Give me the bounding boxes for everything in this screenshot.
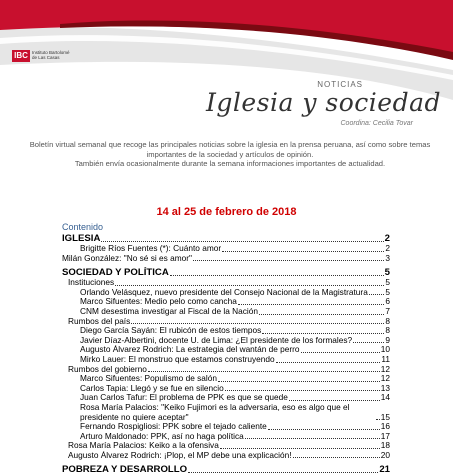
toc-page-number: 5 bbox=[385, 277, 390, 288]
toc-entry-title: Carlos Tapia: Llegó y se fue en silencio bbox=[80, 383, 224, 393]
banner-noticias-label: NOTICIAS bbox=[317, 80, 363, 89]
newsletter-title: Iglesia y sociedad bbox=[205, 88, 441, 117]
toc-page-number: 5 bbox=[385, 286, 390, 297]
toc-entry-title: Rosa María Palacios: Keiko a la ofensiva bbox=[68, 441, 219, 451]
toc-leader-dots bbox=[268, 429, 380, 430]
toc-page-number: 8 bbox=[385, 325, 390, 336]
toc-page-number: 21 bbox=[379, 464, 390, 475]
toc-page-number: 2 bbox=[385, 243, 390, 253]
toc-list bbox=[62, 233, 390, 475]
toc-entry-title: Arturo Maldonado: PPK, así no haga política bbox=[80, 431, 244, 441]
toc-entry-link[interactable] bbox=[62, 288, 390, 298]
logo-text: Instituto Bartolomé de Las Casas bbox=[32, 50, 70, 60]
toc-entry-title: Augusto Álvarez Rodrich: ¡Plop, el MP debe una explicación! bbox=[68, 450, 292, 460]
toc-page-number: 5 bbox=[384, 267, 390, 279]
toc-page-number: 11 bbox=[381, 353, 390, 364]
toc-entry-link[interactable] bbox=[62, 297, 390, 307]
toc-entry-title: Mirko Lauer: El monstruo que estamos construyendo bbox=[80, 354, 275, 364]
toc-entry-title: Rosa María Palacios: "Keiko Fujimori es la adversaria, eso es algo que el presidente no quiere aceptar" bbox=[80, 402, 350, 422]
toc-page-number: 15 bbox=[380, 411, 390, 422]
toc-entry-title: Milán González: "No sé si es amor" bbox=[62, 253, 192, 263]
toc-entry-link[interactable] bbox=[62, 451, 390, 461]
toc-entry-title: Orlando Velásquez, nuevo presidente del Consejo Nacional de la Magistratura bbox=[80, 287, 368, 297]
toc-entry-link[interactable] bbox=[62, 244, 390, 254]
toc-leader-dots bbox=[188, 472, 378, 473]
issue-date: 14 al 25 de febrero de 2018 bbox=[156, 206, 297, 218]
toc-entry-link[interactable] bbox=[62, 393, 390, 403]
toc-leader-dots bbox=[245, 438, 380, 439]
toc-leader-dots bbox=[115, 285, 384, 286]
toc-entry-link[interactable] bbox=[62, 355, 390, 365]
toc-section-link[interactable] bbox=[62, 464, 390, 475]
toc-entry-title: Rumbos del país bbox=[68, 316, 131, 326]
toc-entry-title: Marco Sifuentes: Medio pelo como cancha bbox=[80, 297, 237, 307]
toc-page-number: 10 bbox=[380, 344, 390, 355]
toc-page-number: 9 bbox=[385, 334, 390, 345]
toc-entry-title: Brigitte Ríos Fuentes (*): Cuánto amor bbox=[80, 244, 222, 253]
toc-section-link[interactable] bbox=[62, 267, 390, 278]
toc-entry-title: Diego García Sayán: El rubicón de estos tiempos bbox=[80, 326, 262, 336]
newsletter-coordinator: Coordina: Cecilia Tovar bbox=[340, 120, 413, 127]
toc-entry-link[interactable] bbox=[62, 441, 390, 451]
toc-leader-dots bbox=[148, 371, 380, 372]
toc-entry-link[interactable] bbox=[62, 278, 390, 288]
toc-page-number: 7 bbox=[385, 305, 390, 316]
toc-page-number: 13 bbox=[380, 382, 390, 393]
toc-entry-title: Marco Sifuentes: Populismo de salón bbox=[80, 374, 217, 384]
toc-entry-title: IGLESIA bbox=[62, 233, 101, 244]
toc-entry-link[interactable] bbox=[62, 336, 390, 346]
toc-leader-dots bbox=[131, 323, 384, 324]
description-line-2: También envía ocasionalmente durante la semana informaciones importantes de actualidad. bbox=[74, 159, 386, 169]
toc-entry-title: Rumbos del gobierno bbox=[68, 364, 147, 374]
toc-entry-link[interactable] bbox=[62, 365, 390, 375]
toc-leader-dots bbox=[170, 275, 384, 276]
toc-entry-title: CNM desestima investigar al Fiscal de la Nación bbox=[80, 306, 258, 316]
description-line-1: Boletín virtual semanal que recoge las principales noticias sobre la iglesia en la prensa peruana, así como sobre temas importantes de la sociedad y artículos de opinión. bbox=[29, 140, 431, 159]
toc-entry-title: Fernando Rospigliosi: PPK sobre el tejado caliente bbox=[80, 422, 267, 432]
toc-entry-title: Juan Carlos Tafur: El problema de PPK es que se quede bbox=[80, 393, 288, 403]
toc-entry-link[interactable] bbox=[62, 422, 390, 432]
toc-leader-dots bbox=[220, 448, 380, 449]
toc-section-link[interactable] bbox=[62, 233, 390, 244]
toc-page-number: 12 bbox=[380, 363, 390, 374]
toc-page-number: 8 bbox=[385, 315, 390, 326]
logo-mark: IBC bbox=[12, 50, 30, 62]
toc-page-number: 18 bbox=[380, 440, 390, 451]
toc-leader-dots bbox=[289, 400, 380, 401]
toc-entry-title: Javier Díaz-Albertini, docente U. de Lima: ¿El presidente de los formales? bbox=[80, 335, 353, 345]
toc-leader-dots bbox=[222, 251, 384, 252]
institute-logo bbox=[12, 50, 72, 70]
toc-entry-title: SOCIEDAD Y POLÍTICA bbox=[62, 267, 169, 279]
toc-entry-link[interactable] bbox=[62, 307, 390, 317]
toc-leader-dots bbox=[276, 362, 381, 363]
toc-leader-dots bbox=[353, 342, 384, 343]
toc-page-number: 12 bbox=[380, 373, 390, 384]
toc-leader-dots bbox=[262, 333, 384, 334]
toc-page-number: 16 bbox=[380, 421, 390, 432]
toc-entry-title: POBREZA Y DESARROLLO bbox=[62, 464, 188, 475]
toc-leader-dots bbox=[293, 457, 380, 458]
toc-entry-link[interactable] bbox=[62, 345, 390, 355]
toc-leader-dots bbox=[218, 381, 380, 382]
toc-entry-link[interactable] bbox=[62, 374, 390, 384]
toc-entry-title: Instituciones bbox=[68, 278, 115, 288]
toc-leader-dots bbox=[301, 352, 380, 353]
toc-entry-link[interactable] bbox=[62, 384, 390, 394]
table-of-contents bbox=[62, 222, 390, 475]
toc-entry-link[interactable] bbox=[62, 254, 390, 264]
toc-page-number: 6 bbox=[385, 296, 390, 307]
toc-leader-dots bbox=[101, 241, 383, 242]
toc-leader-dots bbox=[193, 260, 384, 261]
toc-leader-dots bbox=[259, 314, 384, 315]
toc-entry-link[interactable] bbox=[62, 403, 390, 422]
toc-leader-dots bbox=[238, 304, 385, 305]
toc-heading: Contenido bbox=[62, 222, 104, 232]
toc-entry-link[interactable] bbox=[62, 317, 390, 327]
newsletter-description bbox=[24, 140, 436, 169]
toc-leader-dots bbox=[369, 294, 385, 295]
toc-leader-dots bbox=[376, 419, 380, 420]
toc-page-number: 20 bbox=[380, 449, 390, 460]
toc-entry-link[interactable] bbox=[62, 432, 390, 442]
toc-page-number: 17 bbox=[380, 430, 390, 441]
toc-entry-title: Augusto Álvarez Rodrich: La estrategia del wantán de perro bbox=[80, 345, 300, 355]
toc-leader-dots bbox=[225, 390, 380, 391]
toc-page-number: 14 bbox=[380, 392, 390, 403]
toc-page-number: 2 bbox=[384, 233, 390, 244]
toc-entry-link[interactable] bbox=[62, 326, 390, 336]
toc-page-number: 3 bbox=[385, 252, 390, 263]
